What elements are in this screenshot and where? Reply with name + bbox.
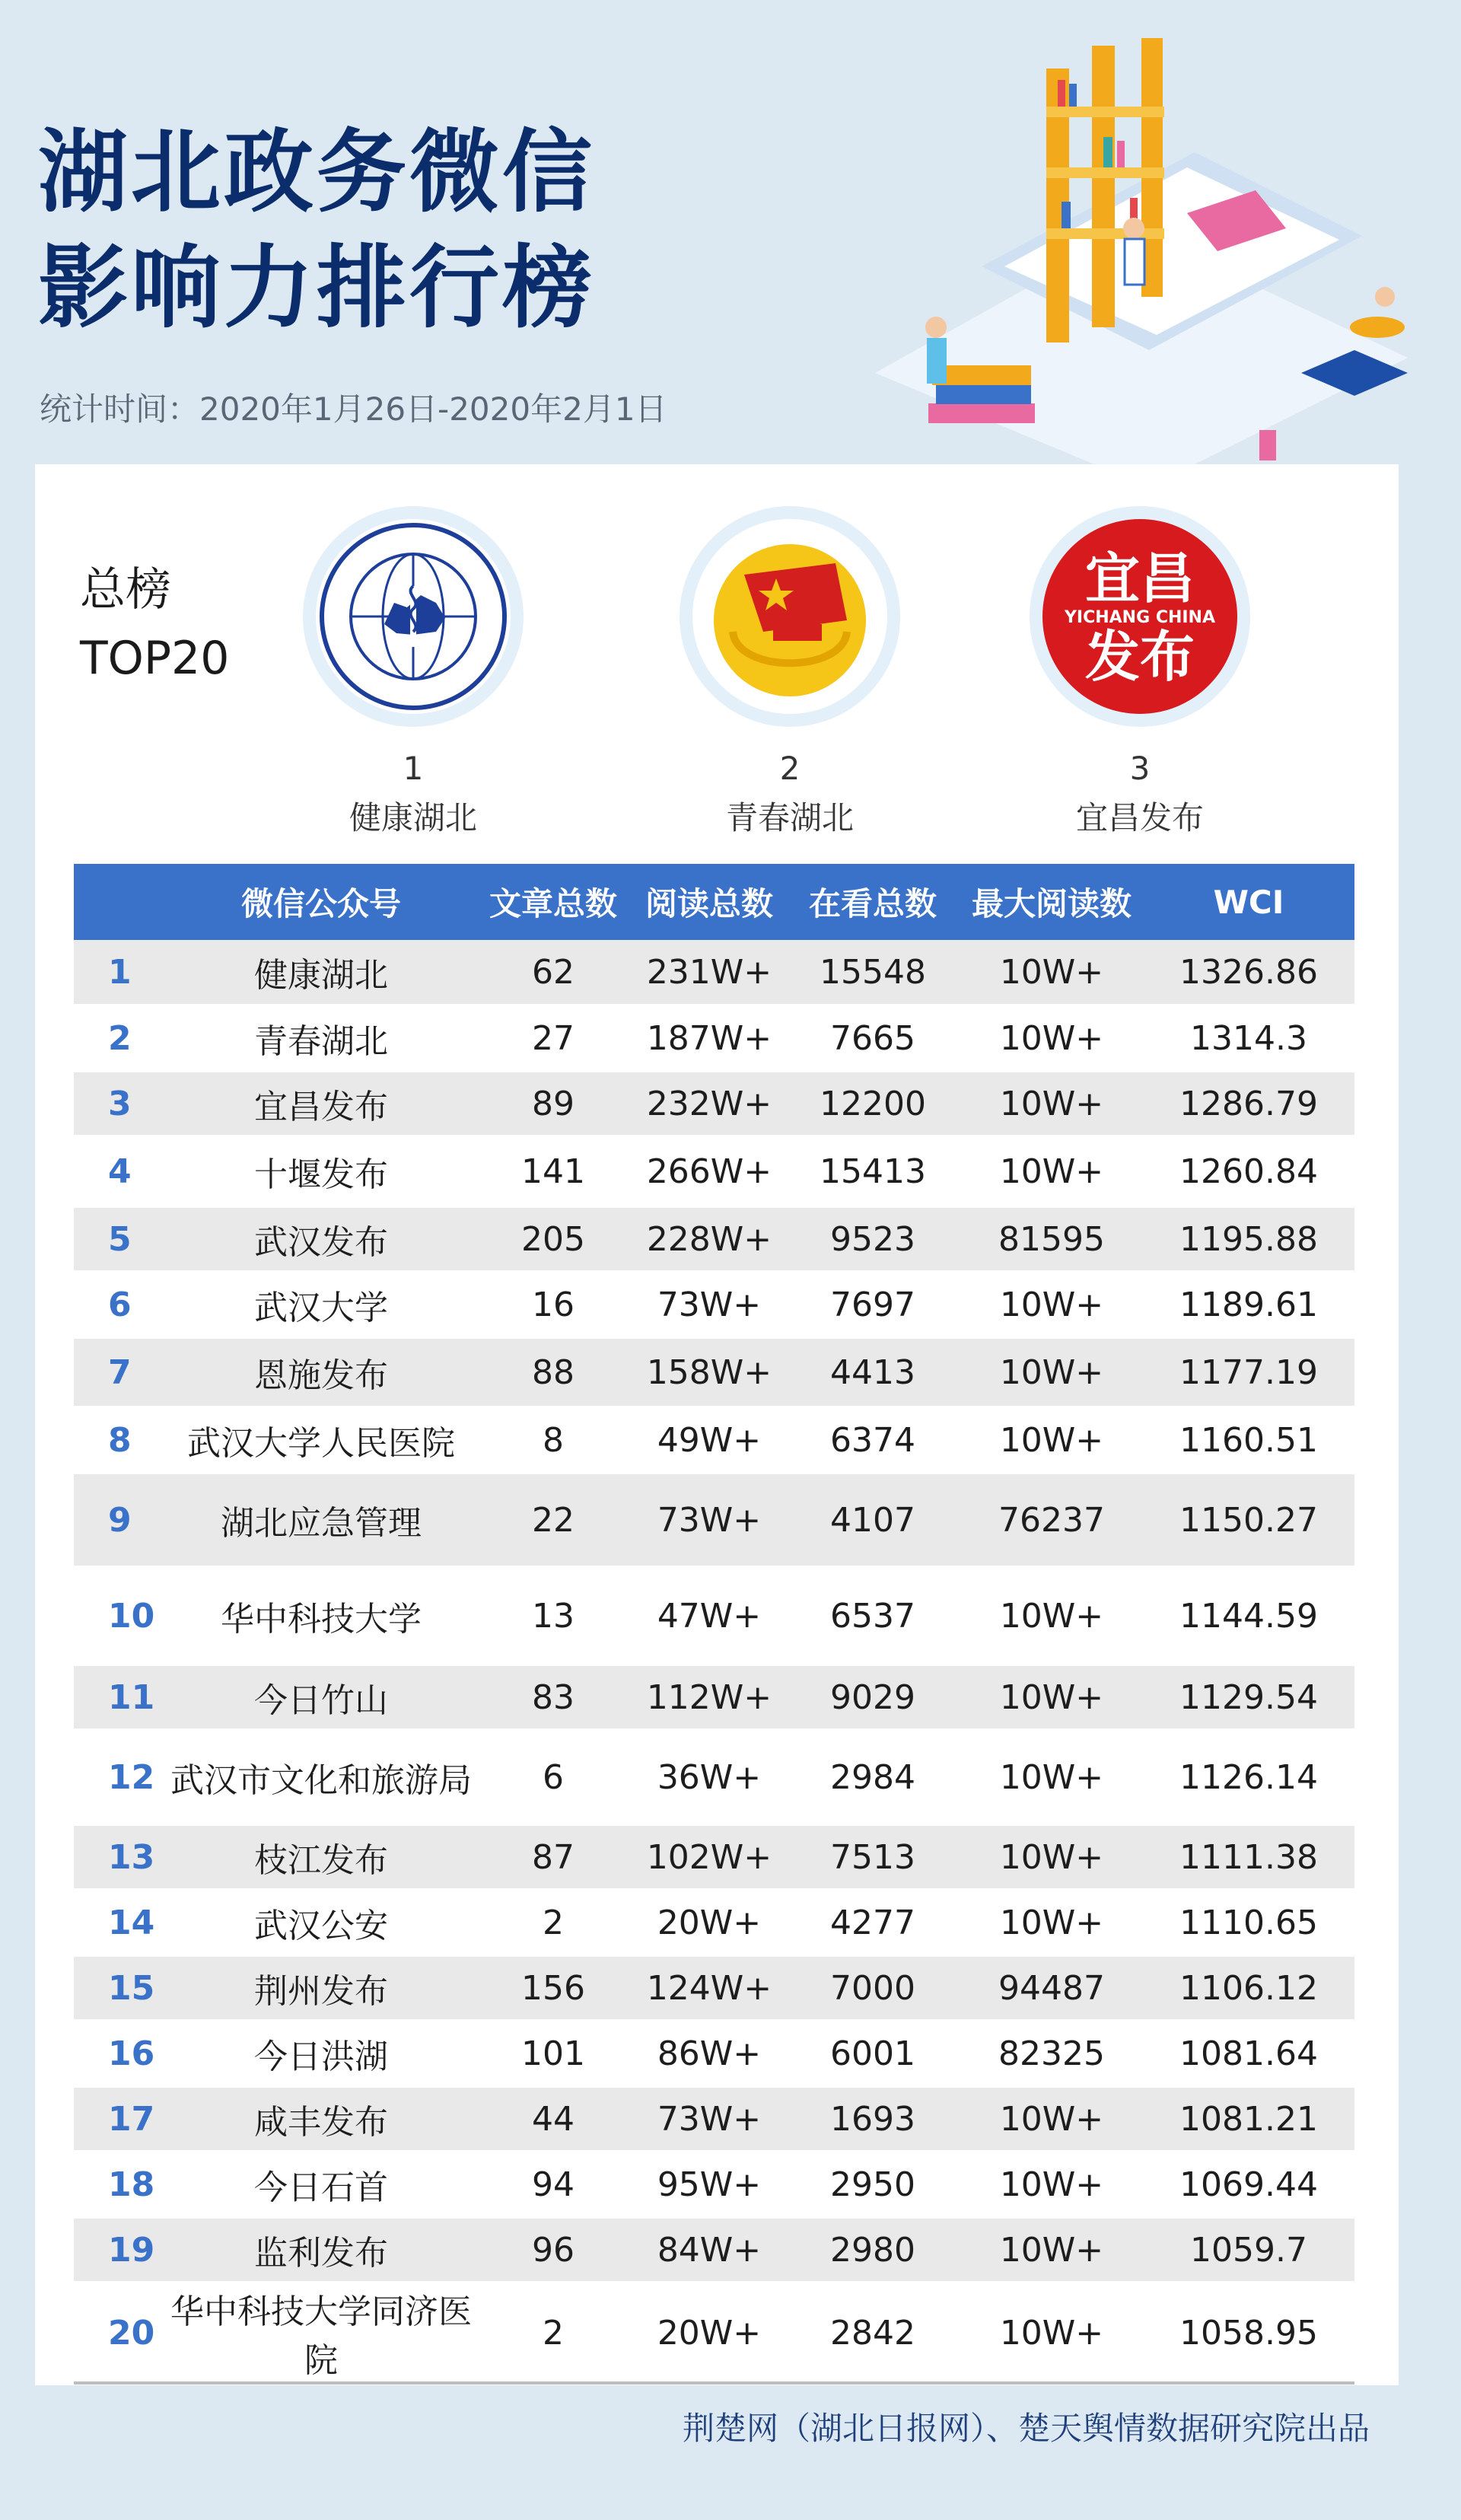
max-reads-cell: 10W+: [960, 940, 1143, 1005]
account-cell: 宜昌发布: [169, 1071, 473, 1136]
podium-rank: 3: [1129, 750, 1151, 787]
rank-cell: 1: [74, 940, 169, 1005]
col-header-likes: 在看总数: [785, 864, 960, 940]
max-reads-cell: 10W+: [960, 1071, 1143, 1136]
rank-cell: 10: [74, 1567, 169, 1665]
max-reads-cell: 10W+: [960, 1730, 1143, 1824]
hubei-health-committee-logo-icon: [303, 506, 524, 727]
wci-cell: 1106.12: [1143, 1955, 1354, 2021]
likes-cell: 2842: [785, 2283, 960, 2383]
reads-cell: 20W+: [633, 1890, 785, 1955]
articles-cell: 87: [473, 1824, 633, 1890]
articles-cell: 2: [473, 2283, 633, 2383]
account-cell: 恩施发布: [169, 1337, 473, 1407]
account-cell: 今日竹山: [169, 1665, 473, 1730]
table-row: [74, 2021, 1354, 2086]
reads-cell: 232W+: [633, 1071, 785, 1136]
articles-cell: 156: [473, 1955, 633, 2021]
rank-cell: 14: [74, 1890, 169, 1955]
reads-cell: 73W+: [633, 1272, 785, 1337]
likes-cell: 1693: [785, 2086, 960, 2152]
max-reads-cell: 10W+: [960, 1407, 1143, 1473]
account-cell: 武汉发布: [169, 1206, 473, 1272]
max-reads-cell: 82325: [960, 2021, 1143, 2086]
articles-cell: 13: [473, 1567, 633, 1665]
table-row: [74, 1955, 1354, 2021]
likes-cell: 6537: [785, 1567, 960, 1665]
table-row: [74, 1567, 1354, 1665]
likes-cell: 2980: [785, 2217, 960, 2283]
communist-youth-league-logo-icon: [680, 506, 900, 727]
max-reads-cell: 10W+: [960, 2283, 1143, 2383]
table-row: [74, 1136, 1354, 1206]
col-header-reads: 阅读总数: [633, 864, 785, 940]
reads-cell: 228W+: [633, 1206, 785, 1272]
rank-cell: 15: [74, 1955, 169, 2021]
account-cell: 咸丰发布: [169, 2086, 473, 2152]
max-reads-cell: 10W+: [960, 1665, 1143, 1730]
col-header-articles: 文章总数: [473, 864, 633, 940]
table-row: [74, 1730, 1354, 1824]
account-cell: 今日洪湖: [169, 2021, 473, 2086]
table-row: [74, 2217, 1354, 2283]
account-cell: 武汉大学: [169, 1272, 473, 1337]
reads-cell: 84W+: [633, 2217, 785, 2283]
podium-rank: 2: [779, 750, 801, 787]
col-header-account: 微信公众号: [169, 864, 473, 940]
account-cell: 枝江发布: [169, 1824, 473, 1890]
col-header-wci: WCI: [1143, 864, 1354, 940]
rank-cell: 9: [74, 1473, 169, 1567]
likes-cell: 4277: [785, 1890, 960, 1955]
max-reads-cell: 10W+: [960, 1136, 1143, 1206]
rank-cell: 19: [74, 2217, 169, 2283]
wci-cell: 1314.3: [1143, 1005, 1354, 1071]
wci-cell: 1129.54: [1143, 1665, 1354, 1730]
table-row: [74, 1407, 1354, 1473]
articles-cell: 16: [473, 1272, 633, 1337]
reads-cell: 102W+: [633, 1824, 785, 1890]
likes-cell: 12200: [785, 1071, 960, 1136]
footer-credit: 荆楚网（湖北日报网）、楚天舆情数据研究院出品: [682, 2410, 1370, 2447]
table-row: [74, 2152, 1354, 2217]
rank-cell: 8: [74, 1407, 169, 1473]
likes-cell: 2984: [785, 1730, 960, 1824]
likes-cell: 7000: [785, 1955, 960, 2021]
articles-cell: 6: [473, 1730, 633, 1824]
reads-cell: 231W+: [633, 940, 785, 1005]
title-line-2: 影响力排行榜: [38, 235, 596, 340]
podium-third: [988, 506, 1292, 839]
logo-text-top: 宜昌: [1084, 546, 1195, 610]
wci-cell: 1189.61: [1143, 1272, 1354, 1337]
podium-first: [261, 506, 565, 839]
wci-cell: 1195.88: [1143, 1206, 1354, 1272]
wci-cell: 1326.86: [1143, 940, 1354, 1005]
articles-cell: 2: [473, 1890, 633, 1955]
likes-cell: 6374: [785, 1407, 960, 1473]
wci-cell: 1081.21: [1143, 2086, 1354, 2152]
col-header-rank: [74, 864, 169, 940]
table-row: [74, 2283, 1354, 2383]
wci-cell: 1058.95: [1143, 2283, 1354, 2383]
reads-cell: 73W+: [633, 2086, 785, 2152]
wci-cell: 1177.19: [1143, 1337, 1354, 1407]
logo-text-bottom: 发布: [1084, 625, 1195, 689]
table-row: [74, 1665, 1354, 1730]
articles-cell: 101: [473, 2021, 633, 2086]
max-reads-cell: 10W+: [960, 2217, 1143, 2283]
articles-cell: 94: [473, 2152, 633, 2217]
articles-cell: 22: [473, 1473, 633, 1567]
max-reads-cell: 10W+: [960, 1005, 1143, 1071]
rank-cell: 12: [74, 1730, 169, 1824]
account-cell: 武汉大学人民医院: [169, 1407, 473, 1473]
reads-cell: 112W+: [633, 1665, 785, 1730]
wci-cell: 1286.79: [1143, 1071, 1354, 1136]
wci-cell: 1150.27: [1143, 1473, 1354, 1567]
table-row: [74, 1824, 1354, 1890]
wci-cell: 1069.44: [1143, 2152, 1354, 2217]
account-cell: 武汉市文化和旅游局: [169, 1730, 473, 1824]
likes-cell: 2950: [785, 2152, 960, 2217]
likes-cell: 15413: [785, 1136, 960, 1206]
reads-cell: 47W+: [633, 1567, 785, 1665]
articles-cell: 205: [473, 1206, 633, 1272]
table-row: [74, 1890, 1354, 1955]
account-cell: 青春湖北: [169, 1005, 473, 1071]
top20-label: [80, 556, 229, 693]
podium-name: 宜昌发布: [1075, 799, 1204, 836]
likes-cell: 7665: [785, 1005, 960, 1071]
max-reads-cell: 10W+: [960, 1272, 1143, 1337]
wci-cell: 1111.38: [1143, 1824, 1354, 1890]
rank-cell: 20: [74, 2283, 169, 2383]
table-row: [74, 940, 1354, 1005]
max-reads-cell: 10W+: [960, 1567, 1143, 1665]
max-reads-cell: 76237: [960, 1473, 1143, 1567]
max-reads-cell: 10W+: [960, 1824, 1143, 1890]
reads-cell: 20W+: [633, 2283, 785, 2383]
wci-cell: 1110.65: [1143, 1890, 1354, 1955]
likes-cell: 15548: [785, 940, 960, 1005]
wci-cell: 1081.64: [1143, 2021, 1354, 2086]
account-cell: 今日石首: [169, 2152, 473, 2217]
rank-cell: 11: [74, 1665, 169, 1730]
rank-cell: 18: [74, 2152, 169, 2217]
reads-cell: 36W+: [633, 1730, 785, 1824]
max-reads-cell: 10W+: [960, 2086, 1143, 2152]
max-reads-cell: 10W+: [960, 2152, 1143, 2217]
table-row: [74, 1473, 1354, 1567]
podium-second: [638, 506, 942, 839]
likes-cell: 4413: [785, 1337, 960, 1407]
reads-cell: 49W+: [633, 1407, 785, 1473]
likes-cell: 7697: [785, 1272, 960, 1337]
table-header-row: [74, 864, 1354, 940]
max-reads-cell: 10W+: [960, 1890, 1143, 1955]
table-row: [74, 1206, 1354, 1272]
account-cell: 监利发布: [169, 2217, 473, 2283]
articles-cell: 8: [473, 1407, 633, 1473]
likes-cell: 9523: [785, 1206, 960, 1272]
account-cell: 湖北应急管理: [169, 1473, 473, 1567]
library-illustration-icon: [829, 38, 1438, 487]
logo-text-mid: YICHANG CHINA: [1064, 608, 1216, 627]
reads-cell: 124W+: [633, 1955, 785, 2021]
likes-cell: 6001: [785, 2021, 960, 2086]
articles-cell: 27: [473, 1005, 633, 1071]
stat-period: 统计时间：2020年1月26日-2020年2月1日: [40, 390, 667, 428]
rank-cell: 6: [74, 1272, 169, 1337]
rank-cell: 3: [74, 1071, 169, 1136]
account-cell: 华中科技大学同济医院: [169, 2283, 473, 2383]
podium-name: 青春湖北: [725, 799, 854, 836]
articles-cell: 83: [473, 1665, 633, 1730]
rank-cell: 13: [74, 1824, 169, 1890]
rank-cell: 5: [74, 1206, 169, 1272]
reads-cell: 158W+: [633, 1337, 785, 1407]
yichang-fabu-logo-icon: [1030, 506, 1250, 727]
table-row: [74, 2086, 1354, 2152]
account-cell: 健康湖北: [169, 940, 473, 1005]
max-reads-cell: 81595: [960, 1206, 1143, 1272]
articles-cell: 96: [473, 2217, 633, 2283]
podium-name: 健康湖北: [349, 799, 477, 836]
rank-cell: 4: [74, 1136, 169, 1206]
reads-cell: 95W+: [633, 2152, 785, 2217]
likes-cell: 7513: [785, 1824, 960, 1890]
wci-cell: 1144.59: [1143, 1567, 1354, 1665]
table-row: [74, 1071, 1354, 1136]
wci-cell: 1059.7: [1143, 2217, 1354, 2283]
max-reads-cell: 10W+: [960, 1337, 1143, 1407]
articles-cell: 141: [473, 1136, 633, 1206]
wci-cell: 1160.51: [1143, 1407, 1354, 1473]
account-cell: 华中科技大学: [169, 1567, 473, 1665]
table-row: [74, 1272, 1354, 1337]
podium-rank: 1: [403, 750, 424, 787]
rank-cell: 16: [74, 2021, 169, 2086]
articles-cell: 62: [473, 940, 633, 1005]
table-row: [74, 1337, 1354, 1407]
likes-cell: 9029: [785, 1665, 960, 1730]
wci-cell: 1126.14: [1143, 1730, 1354, 1824]
likes-cell: 4107: [785, 1473, 960, 1567]
max-reads-cell: 94487: [960, 1955, 1143, 2021]
rank-cell: 7: [74, 1337, 169, 1407]
account-cell: 武汉公安: [169, 1890, 473, 1955]
reads-cell: 266W+: [633, 1136, 785, 1206]
top-label-line-1: 总榜: [80, 563, 171, 616]
wci-cell: 1260.84: [1143, 1136, 1354, 1206]
col-header-max-reads: 最大阅读数: [960, 864, 1143, 940]
account-cell: 荆州发布: [169, 1955, 473, 2021]
articles-cell: 89: [473, 1071, 633, 1136]
rank-cell: 17: [74, 2086, 169, 2152]
rank-cell: 2: [74, 1005, 169, 1071]
page-title: [38, 114, 595, 346]
ranking-table: [74, 864, 1354, 2385]
account-cell: 十堰发布: [169, 1136, 473, 1206]
table-row: [74, 1005, 1354, 1071]
articles-cell: 88: [473, 1337, 633, 1407]
articles-cell: 44: [473, 2086, 633, 2152]
reads-cell: 73W+: [633, 1473, 785, 1567]
reads-cell: 86W+: [633, 2021, 785, 2086]
top-label-line-2: TOP20: [80, 632, 230, 685]
reads-cell: 187W+: [633, 1005, 785, 1071]
title-line-1: 湖北政务微信: [38, 119, 596, 225]
